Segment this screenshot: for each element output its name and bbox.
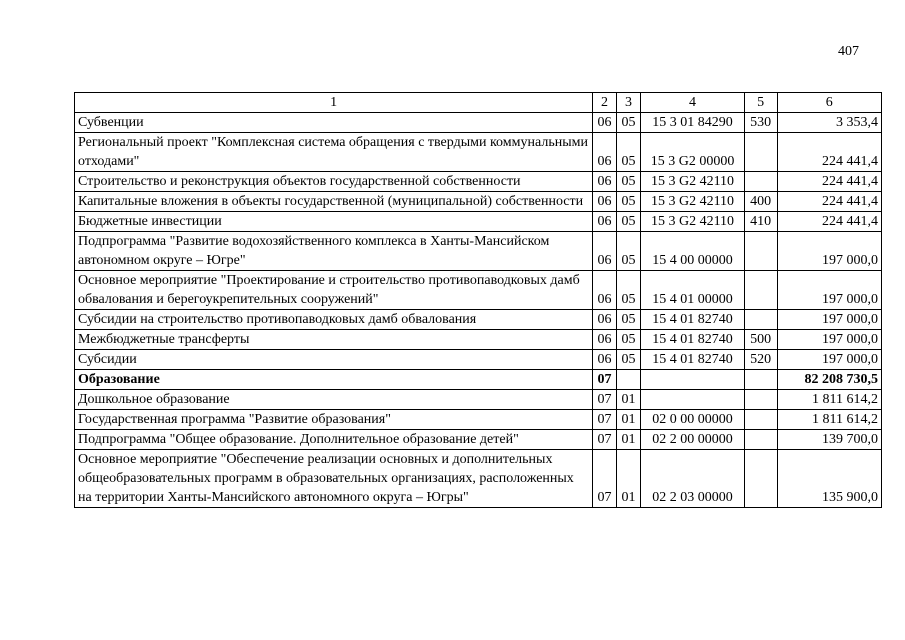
row-name-cell: Субсидии (75, 350, 593, 370)
table-body (75, 93, 882, 508)
table-row (75, 410, 882, 430)
row-section-cell: 06 (593, 310, 617, 330)
row-section-cell: 06 (593, 330, 617, 350)
table-row (75, 232, 882, 271)
header-col-2: 2 (593, 93, 617, 113)
table-row (75, 133, 882, 172)
row-amount-cell: 3 353,4 (777, 113, 882, 133)
table-row (75, 172, 882, 192)
row-amount-cell: 197 000,0 (777, 232, 882, 271)
row-subsection-cell: 05 (616, 212, 641, 232)
row-section-cell: 07 (593, 450, 617, 508)
table-row (75, 113, 882, 133)
row-subsection-cell: 01 (616, 430, 641, 450)
table-row (75, 390, 882, 410)
row-section-cell: 06 (593, 271, 617, 310)
row-target-article-cell: 15 4 01 82740 (641, 350, 744, 370)
row-subsection-cell: 05 (616, 350, 641, 370)
row-target-article-cell: 15 4 00 00000 (641, 232, 744, 271)
table-row (75, 212, 882, 232)
row-target-article-cell (641, 390, 744, 410)
row-expense-type-cell (744, 370, 777, 390)
row-expense-type-cell (744, 410, 777, 430)
row-expense-type-cell: 410 (744, 212, 777, 232)
row-section-cell: 06 (593, 350, 617, 370)
table-row (75, 192, 882, 212)
row-expense-type-cell (744, 133, 777, 172)
row-subsection-cell: 05 (616, 192, 641, 212)
row-name-cell: Основное мероприятие "Обеспечение реализации основных и дополнительных общеобразовательных программ в образовательных организациях, расположенных на территории Ханты-Мансийского автономного округа – Югры" (75, 450, 593, 508)
row-name-cell: Образование (75, 370, 593, 390)
table-row (75, 310, 882, 330)
row-expense-type-cell: 520 (744, 350, 777, 370)
row-target-article-cell: 15 3 G2 42110 (641, 192, 744, 212)
table-row (75, 430, 882, 450)
row-name-cell: Основное мероприятие "Проектирование и строительство противопаводковых дамб обвалования и берегоукрепительных сооружений" (75, 271, 593, 310)
row-amount-cell: 197 000,0 (777, 330, 882, 350)
row-subsection-cell: 01 (616, 390, 641, 410)
row-amount-cell: 82 208 730,5 (777, 370, 882, 390)
row-subsection-cell: 05 (616, 133, 641, 172)
row-subsection-cell: 05 (616, 113, 641, 133)
row-section-cell: 07 (593, 370, 617, 390)
row-name-cell: Государственная программа "Развитие образования" (75, 410, 593, 430)
row-subsection-cell (616, 370, 641, 390)
row-subsection-cell: 01 (616, 450, 641, 508)
row-section-cell: 07 (593, 390, 617, 410)
row-target-article-cell: 02 0 00 00000 (641, 410, 744, 430)
row-section-cell: 06 (593, 113, 617, 133)
row-subsection-cell: 05 (616, 172, 641, 192)
row-name-cell: Региональный проект "Комплексная система обращения с твердыми коммунальными отходами" (75, 133, 593, 172)
header-col-5: 5 (744, 93, 777, 113)
row-target-article-cell: 15 4 01 82740 (641, 330, 744, 350)
table-row (75, 271, 882, 310)
row-section-cell: 06 (593, 192, 617, 212)
row-subsection-cell: 05 (616, 271, 641, 310)
row-target-article-cell: 15 4 01 82740 (641, 310, 744, 330)
row-name-cell: Субсидии на строительство противопаводковых дамб обвалования (75, 310, 593, 330)
row-amount-cell: 197 000,0 (777, 350, 882, 370)
row-amount-cell: 224 441,4 (777, 212, 882, 232)
table-header-row (75, 93, 882, 113)
row-amount-cell: 1 811 614,2 (777, 390, 882, 410)
row-target-article-cell: 02 2 00 00000 (641, 430, 744, 450)
row-target-article-cell: 15 4 01 00000 (641, 271, 744, 310)
header-col-3: 3 (616, 93, 641, 113)
header-col-4: 4 (641, 93, 744, 113)
row-subsection-cell: 05 (616, 330, 641, 350)
row-section-cell: 06 (593, 133, 617, 172)
table-row (75, 330, 882, 350)
row-expense-type-cell (744, 430, 777, 450)
row-subsection-cell: 05 (616, 232, 641, 271)
row-subsection-cell: 01 (616, 410, 641, 430)
row-section-cell: 06 (593, 172, 617, 192)
table-row (75, 450, 882, 508)
row-name-cell: Субвенции (75, 113, 593, 133)
row-name-cell: Бюджетные инвестиции (75, 212, 593, 232)
row-amount-cell: 197 000,0 (777, 271, 882, 310)
row-section-cell: 07 (593, 430, 617, 450)
row-expense-type-cell (744, 310, 777, 330)
row-expense-type-cell: 530 (744, 113, 777, 133)
row-amount-cell: 224 441,4 (777, 133, 882, 172)
row-expense-type-cell: 400 (744, 192, 777, 212)
row-expense-type-cell (744, 232, 777, 271)
row-name-cell: Подпрограмма "Развитие водохозяйственного комплекса в Ханты-Мансийском автономном округе – Югре" (75, 232, 593, 271)
row-name-cell: Капитальные вложения в объекты государственной (муниципальной) собственности (75, 192, 593, 212)
row-section-cell: 06 (593, 212, 617, 232)
row-amount-cell: 1 811 614,2 (777, 410, 882, 430)
row-target-article-cell: 15 3 G2 42110 (641, 172, 744, 192)
row-name-cell: Строительство и реконструкция объектов государственной собственности (75, 172, 593, 192)
row-amount-cell: 139 700,0 (777, 430, 882, 450)
row-target-article-cell (641, 370, 744, 390)
row-target-article-cell: 15 3 G2 42110 (641, 212, 744, 232)
row-expense-type-cell (744, 450, 777, 508)
row-subsection-cell: 05 (616, 310, 641, 330)
row-expense-type-cell (744, 172, 777, 192)
row-target-article-cell: 02 2 03 00000 (641, 450, 744, 508)
row-section-cell: 07 (593, 410, 617, 430)
header-col-1: 1 (75, 93, 593, 113)
row-target-article-cell: 15 3 01 84290 (641, 113, 744, 133)
budget-table (74, 92, 882, 508)
row-amount-cell: 135 900,0 (777, 450, 882, 508)
row-amount-cell: 197 000,0 (777, 310, 882, 330)
row-expense-type-cell (744, 271, 777, 310)
table-row (75, 370, 882, 390)
row-expense-type-cell: 500 (744, 330, 777, 350)
row-name-cell: Дошкольное образование (75, 390, 593, 410)
page-number: 407 (838, 44, 859, 59)
row-amount-cell: 224 441,4 (777, 192, 882, 212)
table-row (75, 350, 882, 370)
row-name-cell: Межбюджетные трансферты (75, 330, 593, 350)
header-col-6: 6 (777, 93, 882, 113)
row-amount-cell: 224 441,4 (777, 172, 882, 192)
row-name-cell: Подпрограмма "Общее образование. Дополнительное образование детей" (75, 430, 593, 450)
row-target-article-cell: 15 3 G2 00000 (641, 133, 744, 172)
row-expense-type-cell (744, 390, 777, 410)
row-section-cell: 06 (593, 232, 617, 271)
